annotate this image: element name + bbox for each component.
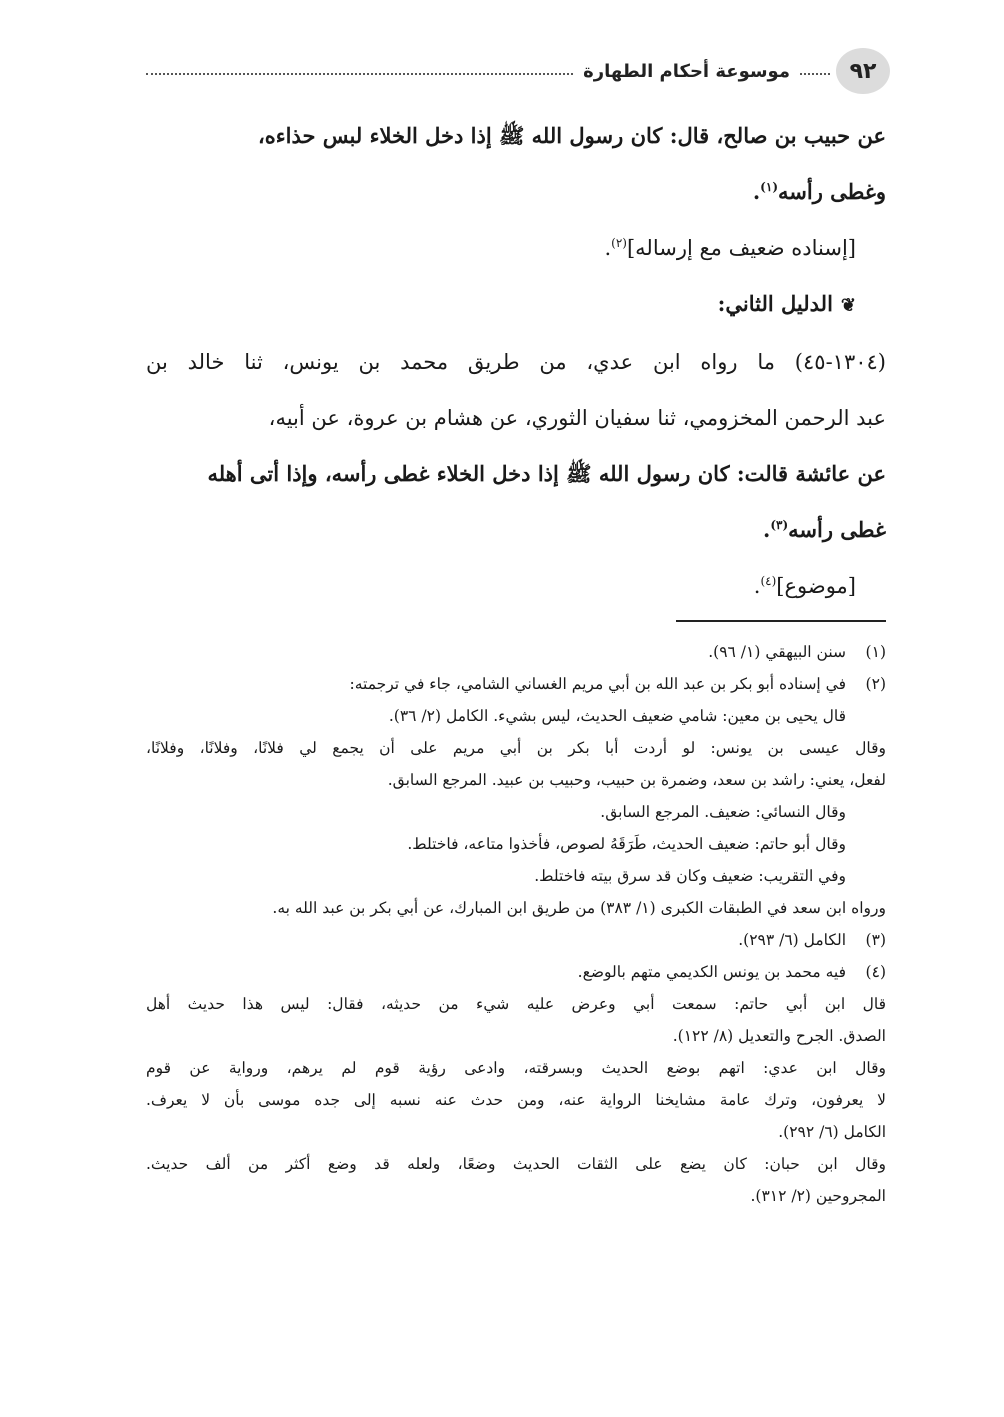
- footnote-line: الكامل (٦/ ٢٩٣).: [738, 931, 846, 949]
- footnote-body: [146, 924, 846, 956]
- footnote-line: المجروحين (٢/ ٣١٢).: [750, 1187, 886, 1205]
- footnote-line: سنن البيهقي (١/ ٩٦).: [708, 643, 846, 661]
- running-header: [146, 56, 830, 86]
- footnote-line: وقال أبو حاتم: ضعيف الحديث، طَرَقَهُ لصوص، فأخذوا متاعه، فاختلط.: [407, 835, 846, 853]
- page-header: [146, 46, 890, 94]
- hadith-2-line-2: [146, 502, 886, 558]
- footnote-line: وقال النسائي: ضعيف. المرجع السابق.: [600, 803, 846, 821]
- grading-2: [146, 558, 886, 614]
- footnote-line: قال يحيى بن معين: شامي ضعيف الحديث، ليس بشيء. الكامل (٢/ ٣٦).: [388, 707, 846, 725]
- footnote-line: الكامل (٦/ ٢٩٢).: [778, 1123, 886, 1141]
- hadith-2-text: غطى رأسه: [788, 517, 886, 542]
- main-text: [146, 108, 886, 614]
- section-heading-text: الدليل الثاني:: [717, 291, 833, 316]
- punctuation: .: [753, 574, 761, 598]
- running-header-title: موسوعة أحكام الطهارة: [583, 60, 790, 82]
- page-number-badge: ٩٢: [836, 48, 890, 94]
- footnote-line: في إسناده أبو بكر بن عبد الله بن أبي مريم الغساني الشامي، جاء في ترجمته:: [349, 675, 846, 693]
- footnote-body: [146, 956, 886, 1212]
- footnote-2: [146, 668, 886, 924]
- footnote-body: [146, 668, 886, 924]
- punctuation: .: [752, 179, 761, 204]
- hadith-2-line-1: عن عائشة قالت: كان رسول الله ﷺ إذا دخل الخلاء غطى رأسه، وإذا أتى أهله: [207, 461, 886, 486]
- footnote-line: فيه محمد بن يونس الكديمي متهم بالوضع.: [577, 963, 846, 981]
- footnote-1: [146, 636, 886, 668]
- header-dotted-rule-right: [800, 73, 830, 75]
- punctuation: .: [763, 517, 771, 542]
- hadith-1-line-2: [146, 164, 886, 220]
- hadith-2-chain-line-2: عبد الرحمن المخزومي، ثنا سفيان الثوري، عن هشام بن عروة، عن أبيه،: [268, 406, 886, 430]
- footnote-number: (٣): [865, 931, 886, 949]
- footnote-line: لفعل، يعني: راشد بن سعد، وضمرة بن حبيب، وحبيب بن عبيد. المرجع السابق.: [387, 771, 886, 789]
- footnote-separator: [676, 620, 886, 622]
- footnote-line: وقال ابن حبان: كان يضع على الثقات الحديث وضعًا، ولعله قد وضع أكثر من ألف حديث.: [146, 1155, 886, 1173]
- footnote-line: وفي التقريب: ضعيف وكان قد سرق بيته فاختلط.: [534, 867, 846, 885]
- footnote-line: وقال ابن عدي: اتهم بوضع الحديث وبسرقته، وادعى رؤية قوم لم يرهم، ورواية عن قوم: [146, 1059, 886, 1077]
- grading-2-text: [موضوع]: [776, 574, 856, 598]
- footnote-ref-1: (١): [760, 180, 778, 194]
- grading-1: [146, 220, 886, 276]
- footnote-ref-3: (٣): [770, 518, 789, 532]
- grading-1-text: [إسناده ضعيف مع إرساله]: [626, 236, 856, 260]
- hadith-1-line-1: عن حبيب بن صالح، قال: كان رسول الله ﷺ إذا دخل الخلاء لبس حذاءه،: [257, 123, 886, 148]
- footnote-number: (٤): [865, 963, 886, 981]
- footnotes: [146, 636, 886, 1212]
- hadith-1-text: وغطى رأسه: [778, 179, 886, 204]
- footnote-ref-2: (٢): [611, 236, 627, 250]
- footnote-body: [146, 636, 846, 668]
- section-heading: [146, 276, 886, 334]
- punctuation: .: [604, 236, 612, 260]
- footnote-line: وقال عيسى بن يونس: لو أردت أبا بكر بن أبي مريم على أن يجمع لي فلانًا، وفلانًا، وفلانًا،: [146, 739, 886, 757]
- footnote-ref-4: (٤): [760, 574, 777, 588]
- footnote-line: الصدق. الجرح والتعديل (٨/ ١٢٢).: [672, 1027, 886, 1045]
- footnote-line: قال ابن أبي حاتم: سمعت أبي وعرض عليه شيء من حديثه، فقال: ليس هذا حديث أهل: [146, 995, 886, 1013]
- leaf-ornament-icon: ❦: [840, 295, 856, 316]
- footnote-line: ورواه ابن سعد في الطبقات الكبرى (١/ ٣٨٣) من طريق ابن المبارك، عن أبي بكر بن عبد الله به.: [272, 899, 886, 917]
- hadith-2-chain-line-1: (١٣٠٤-٤٥) ما رواه ابن عدي، من طريق محمد بن يونس، ثنا خالد بن: [146, 350, 886, 374]
- footnote-number: (٢): [865, 675, 886, 693]
- footnote-line: لا يعرفون، وترك عامة مشايخنا الرواية عنه، ومن حدث عنه نسبه إلى جده موسى بأن لا يعرف.: [146, 1091, 886, 1109]
- footnote-3: [146, 924, 886, 956]
- footnote-4: [146, 956, 886, 1212]
- footnote-number: (١): [865, 643, 886, 661]
- header-dotted-rule-left: [146, 73, 573, 75]
